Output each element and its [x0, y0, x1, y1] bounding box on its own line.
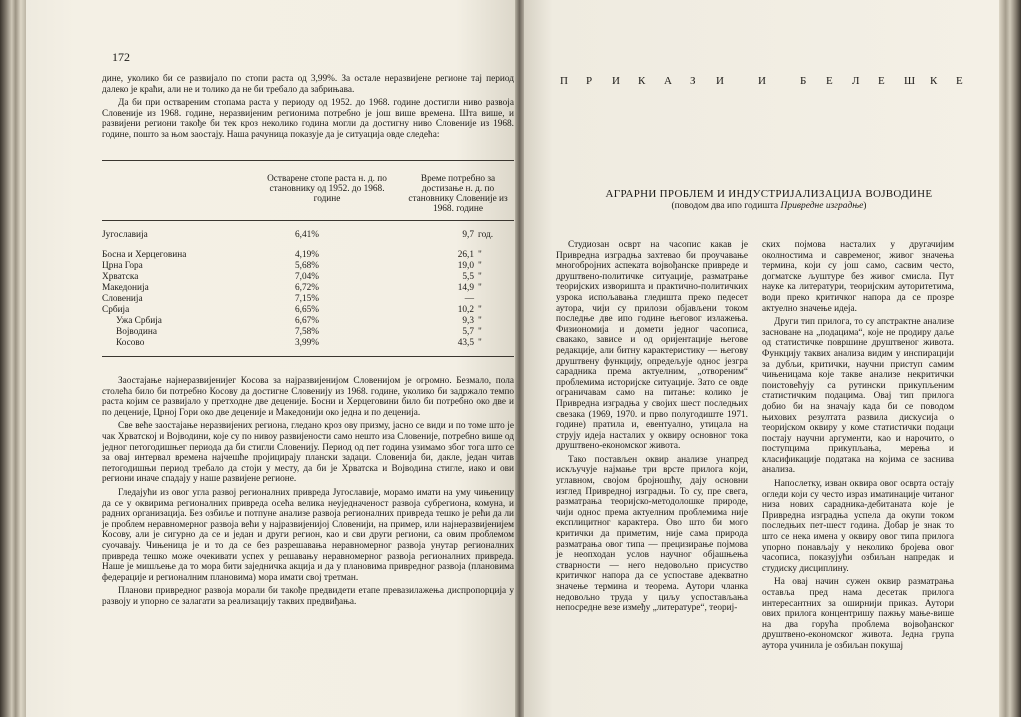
table-row: Косово 3,99% 43,5 " [116, 338, 482, 348]
table-header-time: Време потребно за достизање н. д. по становнику Словеније из 1968. године [408, 174, 508, 214]
column-paragraph: На овај начин сужен оквир разматрања оставља пред нама десетак прилога интересантних за оширнији приказ. Аутори ових прилога концентришу пажњу мање-више на два горућа проблема војвођанског друштвено-економског живота. Једна група аутора учинила је озбиљан покушај [762, 577, 954, 651]
running-head-letter: К [638, 75, 646, 87]
running-head-letter: Р [586, 75, 593, 87]
body-text [102, 376, 514, 610]
running-head-letter: И [758, 75, 766, 87]
table-row: Југославија 6,41% 9,7 год. [102, 230, 494, 240]
running-head-letter: А [664, 75, 672, 87]
table-rule-header [102, 220, 514, 221]
body-paragraph: Планови привредног развоја морали би такође предвидети етапе превазилажења диспропорција у развоју и упорно се залагати за реализацију таквих предвиђања. [102, 586, 514, 607]
running-head-letter: Л [852, 75, 860, 87]
running-head-letter: И [612, 75, 620, 87]
column-paragraph: ских појмова насталих у другачијим околностима и савременог, живог значења термина, који су још само, сасвим честo, догматске љуштуре без живог смисла. Пут науке ка литератури, теоријским ауторитетима, води преко критичког напора да се прозре актуелно значење идеја. [762, 240, 954, 314]
running-head-letter: Е [956, 75, 963, 87]
column-paragraph: Други тип прилога, то су апстрактне анализе засноване на „подацима“, које не продиру даље од статистичке површине друштвеног живота. Функцију таквих анализа видим у инспирацији за дубљи, критички, научни приступ самим чињеницама које такве анализе некритички поистовећују са рутински прикупљеним статистичким подацима. Овај тип прилога добио би на значају када би се поводом њихових резултата развила дискусија о теоријском оквиру у коме статистички подаци постају научни аргументи, као и нарочито, о поступцима прикупљања, мерења и класификације података на којима се заснива анализа. [762, 317, 954, 476]
text-column-right [762, 240, 954, 652]
column-paragraph: Студиозан осврт на часопис какав је Привредна изградња захтевао би проучавање многобројних аспеката војвођанске привреде и друштвено-политичке ситуације, разматрање теоријских извориштa и практично-политичких узрока испољавања гледишта преко педесет аутора, чији су прилози објављени током последње две ипо године његовог излажења. Физиономија и домети једног часописа, свакако, зависе и од оријентације његове редакције, али битну карактеристику — његову друштвену функцију, опредељује однос језгра сарадника према актуелним, „отвореним“ проблемима историјске ситуације. Зато се овде ограничавам само на питање: колико је Привредна изградња у својих шест последњих свезака (1969, 1970. и прво полугодиште 1971. године) пратила и, евентуално, утицала на струју идеја насталих у оквиру основног тока друштвено-економског живота. [556, 240, 748, 452]
table-row: Црна Гора 5,68% 19,0 " [102, 261, 482, 271]
table-row: Војводина 7,58% 5,7 " [116, 327, 482, 337]
column-paragraph: Напослетку, изван оквира овог осврта остају огледи који су често израз иматинације читаног низа нових сарадника-дебитаната које је Привредна изградња успела да окупи током последњих пет-шест година. Добар је знак то што се нека имена у оквиру овог типа прилога упорно понављају у неколико бројева овог часописа, показујући озбиљан напредак и студиску дисциплину. [762, 479, 954, 574]
article-heading [584, 188, 954, 211]
article-title: АГРАРНИ ПРОБЛЕМ И ИНДУСТРИЈАЛИЗАЦИЈА ВОЈВОДИНЕ [605, 188, 933, 200]
running-head-letter: Б [800, 75, 807, 87]
journal-name: Привредне изградње [780, 201, 864, 211]
book-left-page-edges [0, 0, 26, 717]
table-header-rate: Остварене стопе раста н. д. по становнику од 1952. до 1968. године [267, 174, 387, 204]
table-row: Босна и Херцеговина 4,19% 26,1 " [102, 250, 482, 260]
table-rule-top [102, 160, 514, 161]
page-number: 172 [112, 50, 130, 64]
running-head-letter: И [716, 75, 724, 87]
article-subtitle: (поводом два ипо годишта Привредне изградње) [671, 201, 867, 211]
table-row: Македонија 6,72% 14,9 " [102, 283, 482, 293]
intro-text [102, 74, 514, 144]
running-head-letter: К [930, 75, 938, 87]
table-row: Ужа Србија 6,67% 9,3 " [116, 316, 482, 326]
intro-paragraph: дине, уколико би се развијало по стопи раста од 3,99%. За остале неразвијене регионе тај период далеко је краћи, али не и толико да не би требало да забрињава. [102, 74, 514, 95]
table-rule-bottom [102, 356, 514, 357]
running-head-letter: Ш [904, 75, 916, 87]
column-paragraph: Тако постављен оквир анализе унапред искључује најмање три врсте прилога који, углавном, својом бројношћу, дају основни изглед Привредној изградњи. То су, пре свега, разматрања теоријско-методолошке природе, чији однос према актуелним проблемима није експлицитног карактера. Ово што би мого критички да приметим, није сама природа разматрања овог типа — прецизирање појмова је неопходан услов научног објашњења стварности — него недовољно присуство критичког напора да се успоставе адекватно значење термина и теорема. Аутори чланка недовољно труда у циљу успостављања непосредне везе између „литературе“, теориј- [556, 454, 748, 614]
table-row: Словенија 7,15% — [102, 294, 474, 304]
book-gutter [515, 0, 524, 717]
table-row: Србија 6,65% 10,2 " [102, 305, 482, 315]
book-right-page-edges [999, 0, 1021, 717]
body-paragraph: Гледајући из овог угла развој регионалних привреда Југославије, морамо имати на уму чињеницу да се у оквирима регионалних привреда осећа велика неуједначеност развоја субрегиона, комуна, и радних организација. Без озбиље и потпуне анализе развоја регионалних привреда тешко је рећи да ли је проблем неравномерног развоја већи у најразвијенијој Словенији, на пример, или најнеразвијенијем Косову, али је сигурно да се и један и други регион, као и сви други региони, са овим проблемом суочавају. Чињеница је и то да се без разрешавања неравномерног развоја унутар регионалних привреда тешко може очекивати успех у решавању неравномерног развоја регионалних привреда. Наше је мишљење да то мора бити заједничка акција и да у плановима привредног развоја (плановима федерације и регионалним плановима) мора имати свој третман. [102, 487, 514, 583]
running-head-letter: Е [878, 75, 885, 87]
text-column-left [556, 240, 748, 614]
right-page [524, 0, 999, 717]
running-head-letter: Е [826, 75, 833, 87]
table-row: Хрватска 7,04% 5,5 " [102, 272, 482, 282]
running-head-letter: З [690, 75, 696, 87]
left-page [26, 0, 515, 717]
intro-paragraph: Да би при оствареним стопама раста у периоду од 1952. до 1968. године достигли ниво развоја Словеније из 1968. године, неразвијеним регионима потребно је још више времена. Шта више, и развијени региони такође би тек кроз неколико година могли да достигну ниво Словеније из 1968. године, пошто за њом заостају. Наша рачуница показује да је ситуација овде следећа: [102, 98, 514, 140]
body-paragraph: Заостајање најнеразвијенијег Косова за најразвијенијом Словенијом је огромно. Безмало, пола столећа било би потребно Косову да достигне Словенију из 1968. године, уколико би задржало темпо раста којим се развијало у претходне две деценије. Босни и Херцеговини било би потребно око две и по деценије, Црној Гори око две деценије и Македонији око једна и по деценија. [102, 376, 514, 418]
body-paragraph: Све веће заостајање неразвијених региона, гледано кроз ову призму, јасно се види и по томе што је чак Хрватској и Војводини, које су по нивоу развијености само нешто иза Словеније, потребно више од једног петогодишњег периода да би стигли Словенију. Период од пет година узимамо због тога што се за овај интервал времена најчешће пројицирају плански задаци. Словенија би, дакле, један читав петогодишњи период требало да стоји у месту, да би је Хрватска и Војводина стигле, иако и ови региони иначе спадају у наше развијене регионе. [102, 421, 514, 485]
running-head-letter: П [560, 75, 568, 87]
